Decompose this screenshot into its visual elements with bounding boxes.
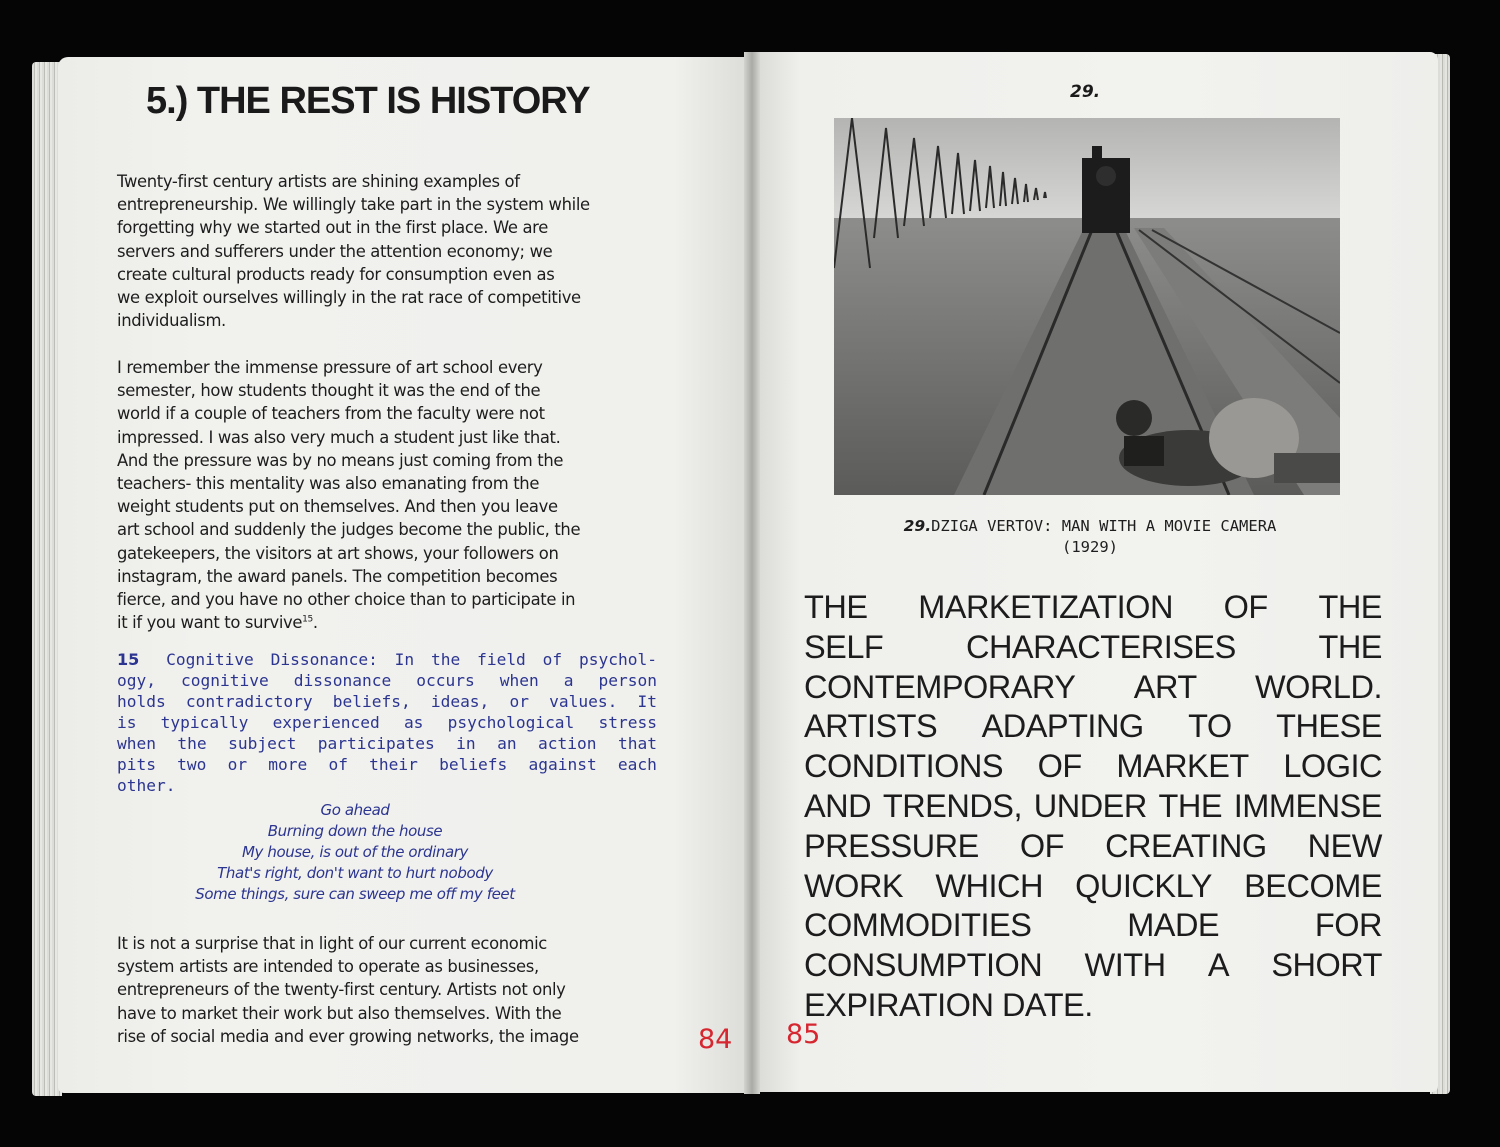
footnote-word: in <box>456 734 476 753</box>
quote-line <box>804 827 1382 867</box>
quote-line <box>804 906 1382 946</box>
quote-word: OF <box>1019 827 1065 864</box>
footnote-word: ideas, <box>430 692 490 711</box>
quote-word: OF <box>1037 748 1082 785</box>
paragraph-line: we exploit ourselves willingly in the rat race of competitive <box>117 288 581 308</box>
quote-word: WHICH <box>935 867 1043 904</box>
footnote-word: when <box>117 734 156 753</box>
quote-word: CONDITIONS <box>804 748 1004 785</box>
paragraph-line: world if a couple of teachers from the faculty were not <box>117 404 545 424</box>
quote-word: WORLD. <box>1254 668 1382 705</box>
quote-word: TO <box>1188 708 1232 745</box>
quote-word: SELF <box>804 628 884 665</box>
footnote-word: psychol- <box>578 650 657 669</box>
footnote-line <box>117 670 657 691</box>
quote-word: PRESSURE <box>804 827 979 864</box>
film-still-photo <box>834 118 1340 495</box>
footnote-word: the <box>177 734 207 753</box>
footnote-word: field <box>477 650 526 669</box>
footnote-word: of <box>542 650 563 669</box>
quote-word: CHARACTERISES <box>965 628 1236 665</box>
quote-word: MARKET <box>1116 748 1249 785</box>
footnote-word: beliefs <box>439 755 508 774</box>
page-number-right: 85 <box>786 1019 821 1050</box>
quote-word: WITH <box>1084 947 1166 984</box>
paragraph-line: It is not a surprise that in light of our current economic <box>117 934 547 953</box>
quote-word: QUICKLY <box>1075 867 1212 904</box>
footnote-word: ogy, <box>117 671 156 690</box>
quote-word: IMMENSE <box>1233 787 1382 824</box>
quote-word: AND <box>804 787 872 824</box>
paragraph-3 <box>117 932 637 1048</box>
footnote-word: an <box>497 734 517 753</box>
quote-word: CONTEMPORARY <box>804 668 1076 705</box>
paragraph-line: semester, how students thought it was the end of the <box>117 381 541 401</box>
footnote-word: psychological <box>447 713 575 732</box>
footnote-word: beliefs, <box>332 692 411 711</box>
footnote-word: more <box>268 755 308 774</box>
paragraph-line: And the pressure was by no means just coming from the <box>117 450 564 470</box>
footnote-word: action <box>538 734 597 753</box>
lyric-line: Go ahead <box>320 801 390 819</box>
paragraph-line: entrepreneurs of the twenty-first century. Artists not only <box>117 980 566 1000</box>
quote-word: SHORT <box>1271 947 1382 984</box>
paragraph-line: Twenty-first century artists are shining examples of <box>117 172 520 191</box>
footnote-marker[interactable]: 15 <box>302 614 313 625</box>
footnote-word: of <box>328 755 348 774</box>
footnote-word: participates <box>317 734 435 753</box>
footnote-word: when <box>499 671 539 690</box>
book-gutter <box>744 52 760 1094</box>
footnote-word: is <box>117 713 137 732</box>
footnote-word: against <box>528 755 597 774</box>
paragraph-line: entrepreneurship. We willingly take part in the system while <box>117 195 590 215</box>
lyric-line: That's right, don't want to hurt nobody <box>217 864 493 882</box>
quote-word: FOR <box>1314 907 1382 944</box>
paragraph-line: art school and suddenly the judges become the public, the <box>117 520 581 540</box>
footnote-word: or <box>227 755 248 774</box>
lyric-line: Burning down the house <box>267 822 443 840</box>
footnote-word: each <box>617 755 657 774</box>
footnote-word: their <box>369 755 418 774</box>
paragraph-line: forgetting why we started out in the first place. We are <box>117 218 548 238</box>
paragraph-line: instagram, the award panels. The competition becomes <box>117 566 558 586</box>
footnote-word: cognitive <box>181 671 269 690</box>
quote-word: MADE <box>1127 907 1220 944</box>
footnote-word: contradictory <box>185 692 313 711</box>
quote-word: NEW <box>1307 827 1382 864</box>
footnote-line <box>117 649 657 670</box>
quote-line <box>804 707 1382 747</box>
quote-word: THE <box>1318 589 1382 625</box>
quote-word: ART <box>1133 668 1197 705</box>
footnote-word: holds <box>117 692 166 711</box>
lyric-line: My house, is out of the ordinary <box>241 843 469 861</box>
footnote-word: person <box>598 671 657 690</box>
paragraph-line: servers and sufferers under the attention economy; we <box>117 241 553 261</box>
quote-word: TRENDS, <box>882 787 1023 824</box>
footnote-word: as <box>403 713 424 732</box>
caption-line-1 <box>860 516 1320 537</box>
train-tracks-illustration <box>834 118 1340 495</box>
paragraph-line-last: it if you want to survive$^{15}$. <box>117 613 318 633</box>
footnote-word: In <box>394 650 415 669</box>
quote-word: ADAPTING <box>981 708 1144 745</box>
quote-word: MARKETIZATION <box>918 589 1173 625</box>
paragraph-line: weight students put on themselves. And then you leave <box>117 497 558 517</box>
footnote-word: Dissonance: <box>270 650 378 669</box>
footnote-word: typically <box>160 713 249 732</box>
footnote-word: experienced <box>272 713 380 732</box>
quote-word: WORK <box>804 867 904 904</box>
figure-number: 29. <box>1070 82 1101 102</box>
paragraph-line: teachers- this mentality was also emanating from the <box>117 474 540 494</box>
page-number-left: 84 <box>698 1024 733 1055</box>
paragraph-2 <box>117 356 637 634</box>
pull-quote <box>804 588 1382 1026</box>
footnote-word: values. <box>549 692 618 711</box>
paragraph-line: I remember the immense pressure of art school every <box>117 358 543 377</box>
footnote-line <box>117 712 657 733</box>
quote-word: THE <box>804 589 868 625</box>
quote-word: THESE <box>1276 708 1382 745</box>
paragraph-line: system artists are intended to operate as businesses, <box>117 957 539 977</box>
paragraph-line: impressed. I was also very much a student just like that. <box>117 427 561 447</box>
footnote-word: that <box>617 734 657 753</box>
caption-number: 29. <box>903 517 932 535</box>
quote-line <box>804 668 1382 708</box>
quote-word: BECOME <box>1244 867 1382 904</box>
footnote-word: stress <box>598 713 657 732</box>
footnote-word: other. <box>117 776 176 795</box>
paragraph-1 <box>117 170 637 332</box>
quote-line <box>804 946 1382 986</box>
footnote-word: subject <box>228 734 297 753</box>
quote-word: COMMODITIES <box>804 907 1032 944</box>
paragraph-line: gatekeepers, the visitors at art shows, your followers on <box>117 543 559 563</box>
figure-caption <box>860 516 1320 558</box>
quote-word: A <box>1207 947 1230 984</box>
footnote-word: dissonance <box>293 671 392 690</box>
quote-word: ARTISTS <box>804 708 938 745</box>
quote-word: THE <box>1158 787 1223 824</box>
quote-line <box>804 787 1382 827</box>
footnote-line <box>117 733 657 754</box>
quote-word: OF <box>1223 589 1268 625</box>
quote-line <box>804 867 1382 907</box>
footnote <box>117 649 657 796</box>
quote-line <box>804 986 1382 1026</box>
footnote-line <box>117 775 657 796</box>
quote-word: CONSUMPTION <box>804 947 1043 984</box>
quote-word: THE <box>1318 628 1382 665</box>
quote-word: CREATING <box>1105 827 1267 864</box>
footnote-line <box>117 754 657 775</box>
footnote-word: two <box>177 755 207 774</box>
quote-line <box>804 747 1382 787</box>
footnote-word: a <box>563 671 574 690</box>
footnote-number: 15 <box>117 650 140 669</box>
lyric-line: Some things, sure can sweep me off my feet <box>195 885 515 903</box>
caption-line-2: (1929) <box>1062 538 1118 556</box>
quote-line <box>804 628 1382 668</box>
paragraph-line: have to market their work but also themselves. With the <box>117 1003 562 1023</box>
song-lyrics <box>190 800 520 905</box>
quote-word: UNDER <box>1033 787 1147 824</box>
footnote-word: It <box>637 692 657 711</box>
quote-word: EXPIRATION DATE. <box>804 986 1093 1023</box>
footnote-word: Cognitive <box>166 650 254 669</box>
caption-title: DZIGA VERTOV: MAN WITH A MOVIE CAMERA <box>931 517 1277 535</box>
footnote-line <box>117 691 657 712</box>
paragraph-line: fierce, and you have no other choice than to participate in <box>117 590 576 610</box>
quote-line <box>804 588 1382 628</box>
footnote-word: pits <box>117 755 156 774</box>
footnote-word: or <box>509 692 529 711</box>
footnote-word: occurs <box>416 671 475 690</box>
paragraph-line: create cultural products ready for consumption even as <box>117 264 555 284</box>
paragraph-line-text: it if you want to survive <box>117 613 303 633</box>
paragraph-line: rise of social media and ever growing networks, the image <box>117 1026 579 1046</box>
chapter-heading: 5.) THE REST IS HISTORY <box>146 80 590 122</box>
footnote-word: the <box>431 650 461 669</box>
paragraph-line: individualism. <box>117 311 226 331</box>
quote-word: LOGIC <box>1283 748 1382 785</box>
